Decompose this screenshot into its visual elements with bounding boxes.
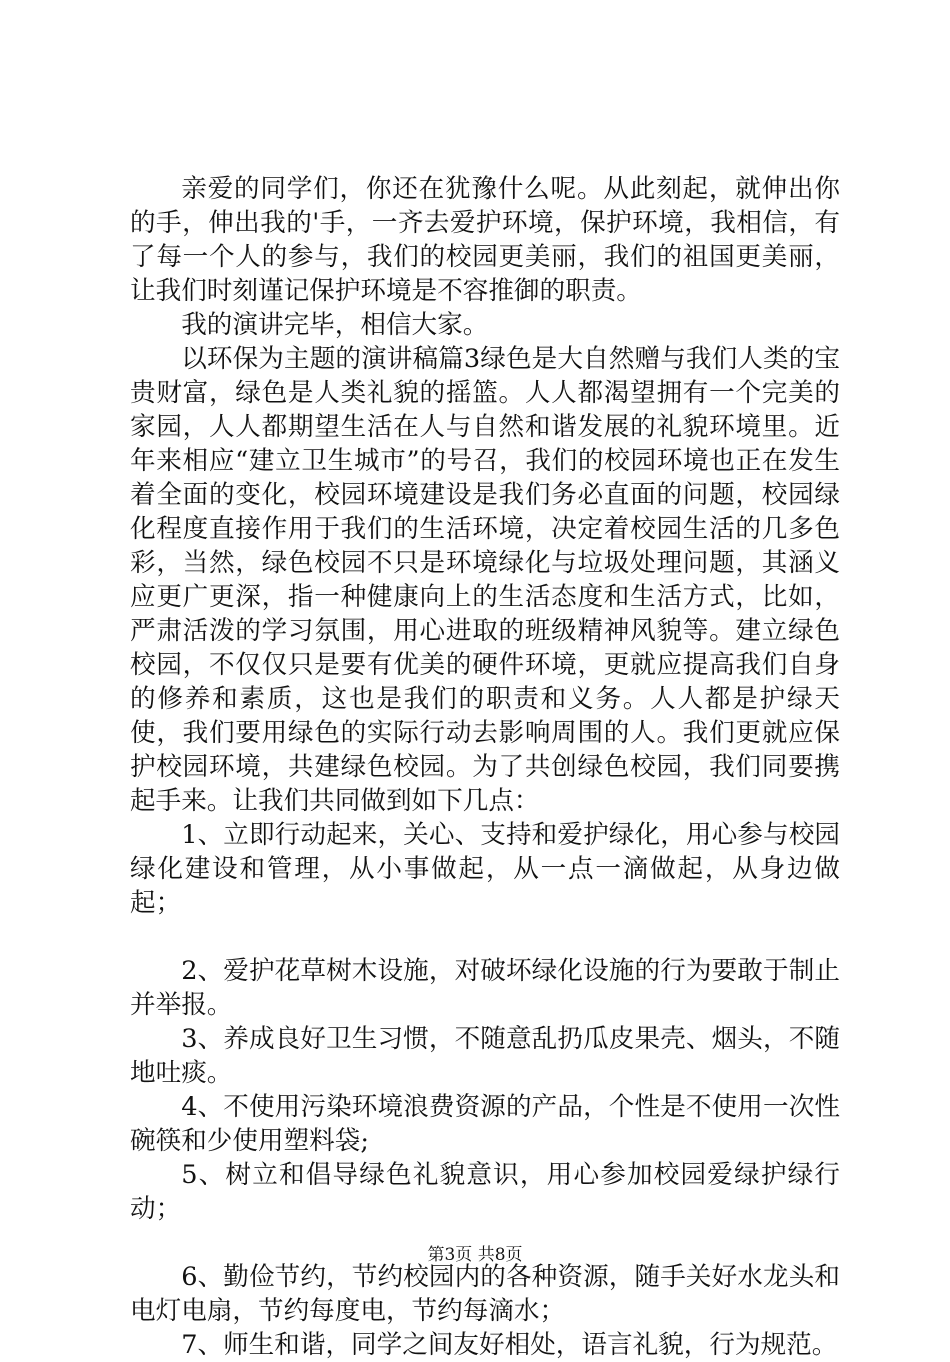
- paragraph: 我的演讲完毕，相信大家。: [181, 310, 489, 340]
- paragraph: 以环保为主题的演讲稿篇3绿色是大自然赠与我们人类的宝贵财富，绿色是人类礼貌的摇篮。人人都渴望拥有一个完美的家园，人人都期望生活在人与自然和谐发展的礼貌环境里。近年来相应“建立卫生城市”的号召，我们的校园环境也正在发生着全面的变化，校园环境建设是我们务必直面的问题，校园绿化程度直接作用于我们的生活环境，决定着校园生活的几多色彩，当然，绿色校园不只是环境绿化与垃圾处理问题，其涵义应更广更深，指一种健康向上的生活态度和生活方式，比如，严肃活泼的学习氛围，用心进取的班级精神风貌等。建立绿色校园，不仅仅只是要有优美的硬件环境，更就应提高我们自身的修养和素质，这也是我们的职责和义务。人人都是护绿天使，我们要用绿色的实际行动去影响周围的人。我们更就应保护校园环境，共建绿色校园。为了共创绿色校园，我们同要携起手来。让我们共同做到如下几点：: [130, 344, 840, 816]
- list-item: 6、勤俭节约，节约校园内的各种资源，随手关好水龙头和电灯电扇，节约每度电，节约每滴水；: [130, 1262, 840, 1326]
- document-body: [130, 172, 840, 1362]
- page-footer: 第3页 共8页: [427, 1245, 523, 1265]
- list-item: 5、树立和倡导绿色礼貌意识，用心参加校园爱绿护绿行动；: [130, 1160, 840, 1224]
- list-item: 7、师生和谐，同学之间友好相处，语言礼貌，行为规范。: [181, 1330, 838, 1360]
- list-item: 3、养成良好卫生习惯，不随意乱扔瓜皮果壳、烟头，不随地吐痰。: [130, 1024, 840, 1088]
- list-item: 1、立即行动起来，关心、支持和爱护绿化，用心参与校园绿化建设和管理，从小事做起，从一点一滴做起，从身边做起；: [130, 820, 840, 918]
- paragraph: 亲爱的同学们，你还在犹豫什么呢。从此刻起，就伸出你的手，伸出我的'手，一齐去爱护环境，保护环境，我相信，有了每一个人的参与，我们的校园更美丽，我们的祖国更美丽，让我们时刻谨记保护环境是不容推御的职责。: [130, 174, 840, 306]
- list-item: 2、爱护花草树木设施，对破坏绿化设施的行为要敢于制止并举报。: [130, 956, 840, 1020]
- list-item: 4、不使用污染环境浪费资源的产品，个性是不使用一次性碗筷和少使用塑料袋;: [130, 1092, 840, 1156]
